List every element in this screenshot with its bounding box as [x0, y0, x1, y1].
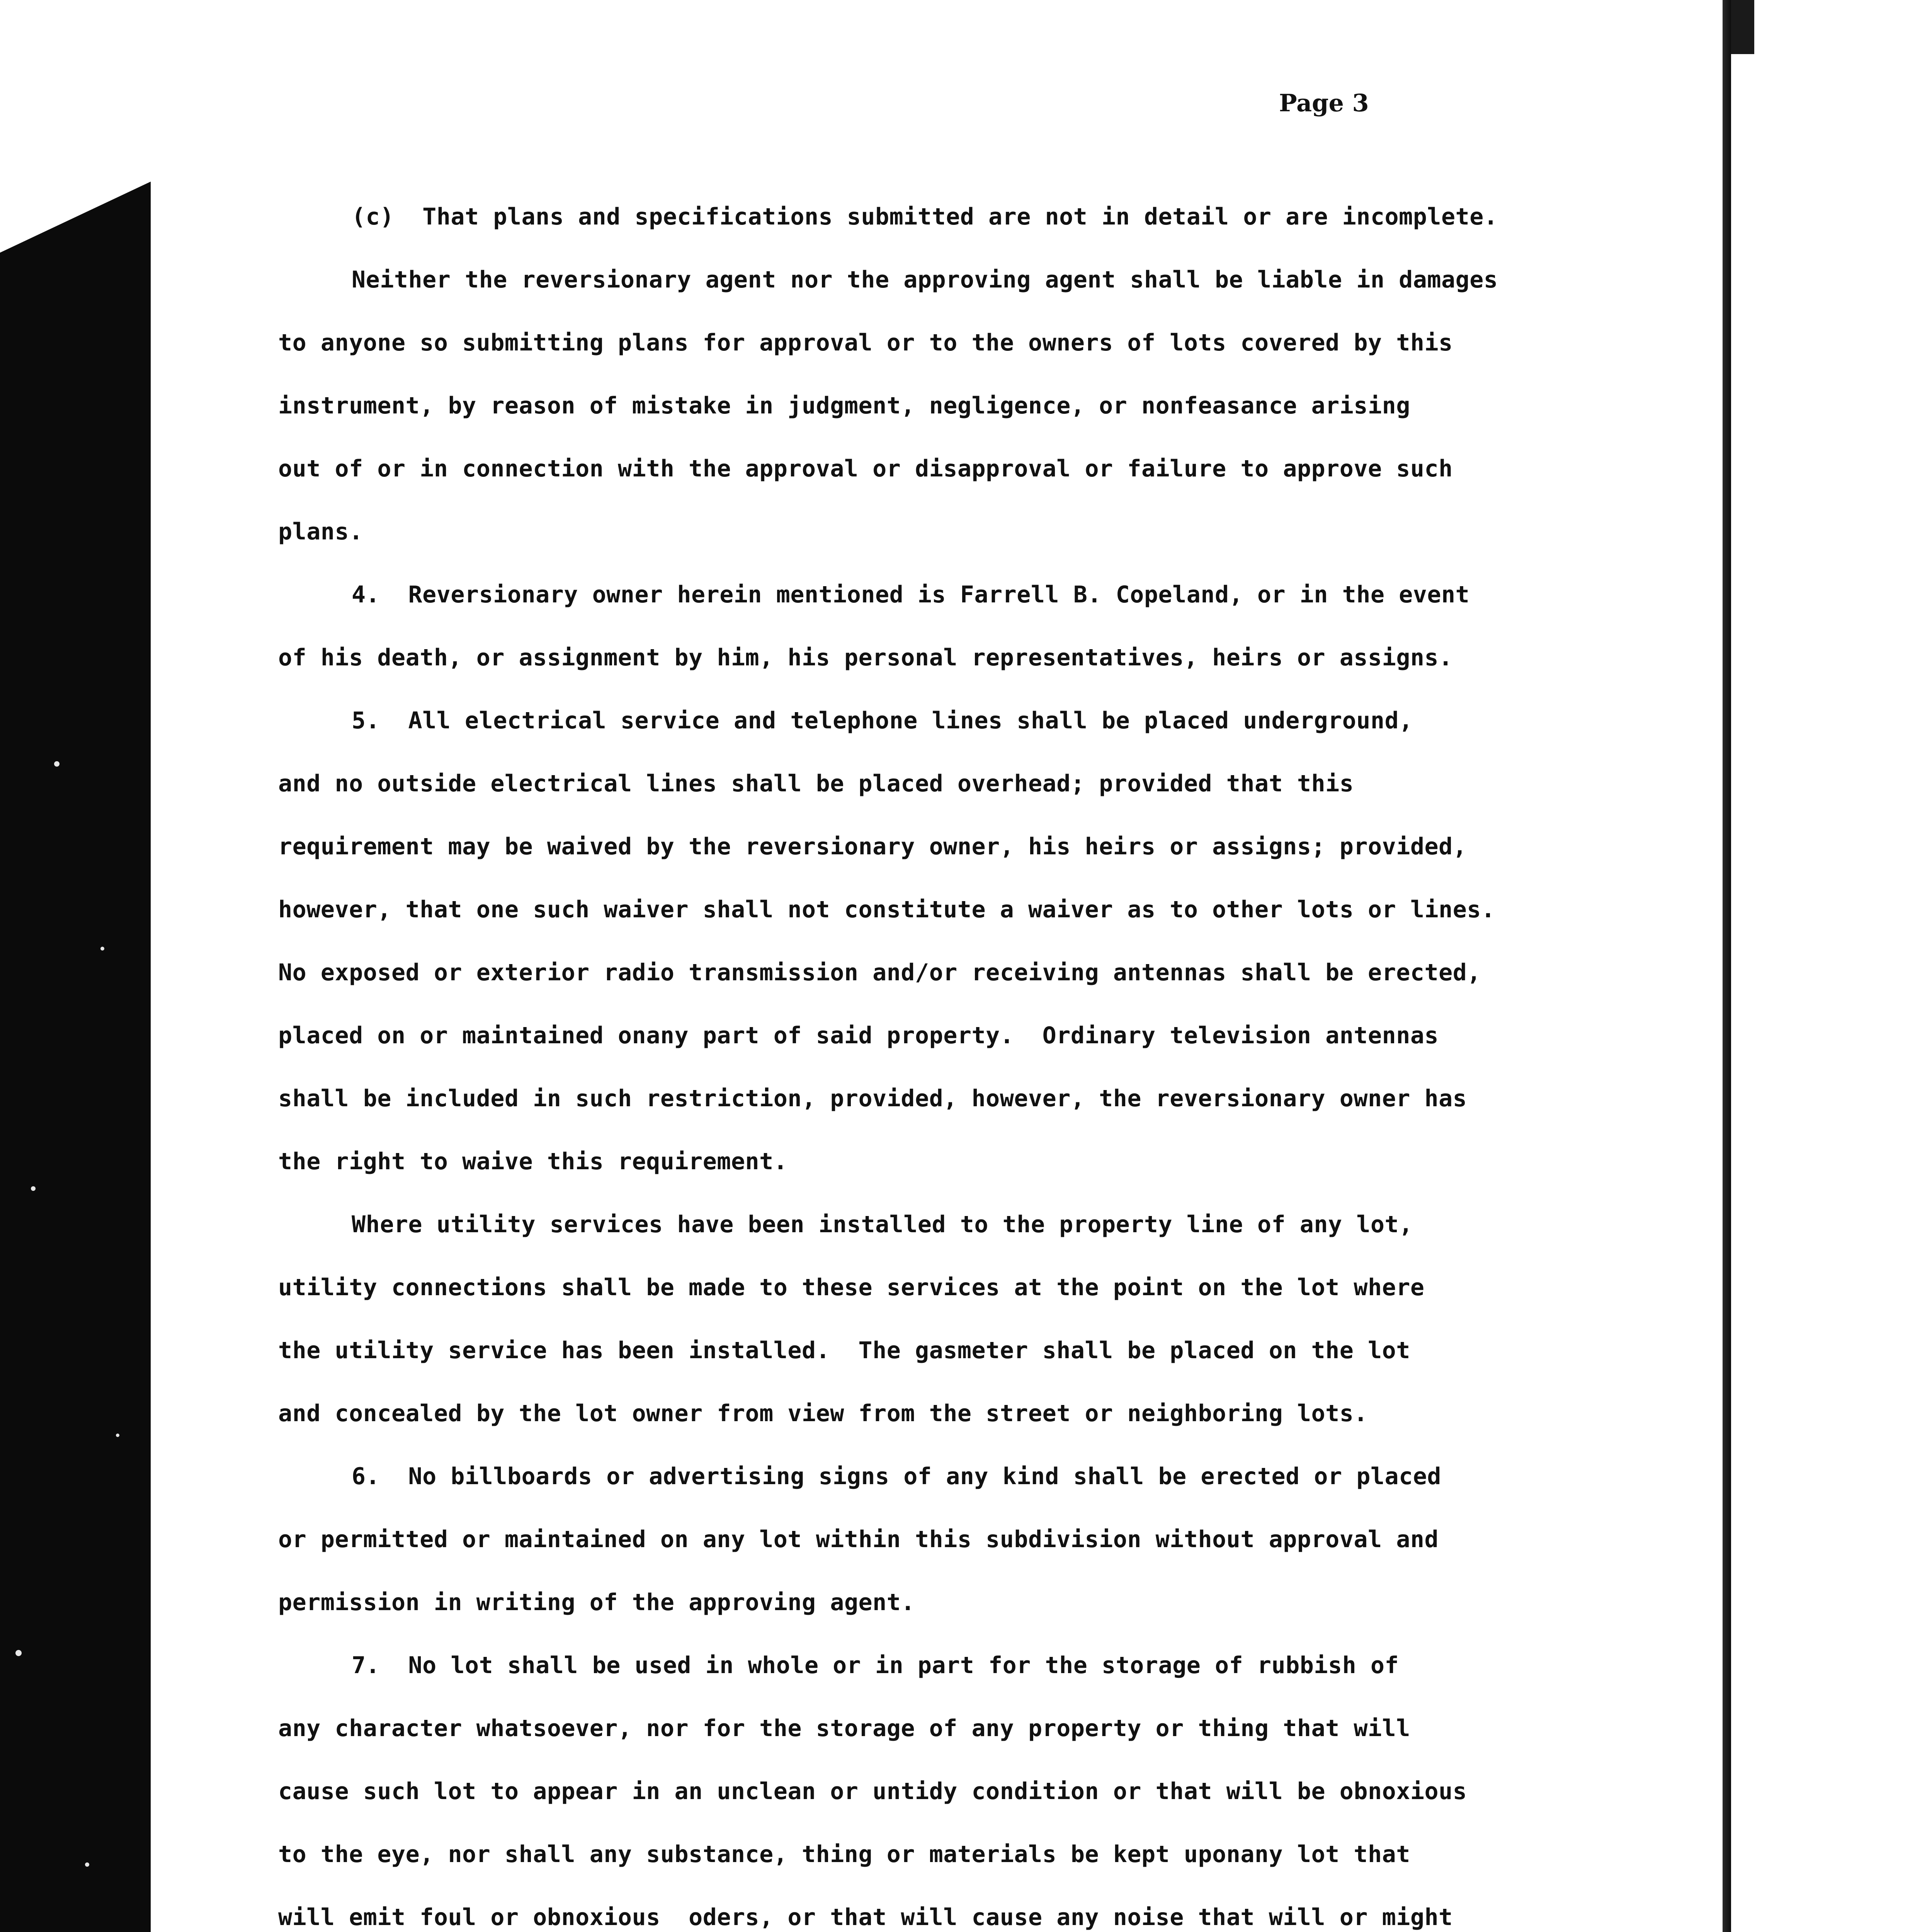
text-line: to anyone so submitting plans for approval or to the owners of lots covered by this	[278, 329, 1453, 356]
scan-right-top-shadow	[1731, 0, 1754, 54]
text-line: however, that one such waiver shall not constitute a waiver as to other lots or lines.	[278, 896, 1495, 923]
text-line: Where utility services have been installed to the property line of any lot,	[352, 1211, 1413, 1238]
text-line: the utility service has been installed. The gasmeter shall be placed on the lot	[278, 1337, 1410, 1364]
document-body	[278, 185, 1631, 1932]
text-line: of his death, or assignment by him, his personal representatives, heirs or assigns.	[278, 644, 1453, 671]
text-line: cause such lot to appear in an unclean or untidy condition or that will be obnoxious	[278, 1778, 1467, 1805]
text-line: 7. No lot shall be used in whole or in part for the storage of rubbish of	[352, 1652, 1399, 1679]
text-line: permission in writing of the approving agent.	[278, 1589, 915, 1616]
text-line: plans.	[278, 518, 363, 545]
text-line: requirement may be waived by the reversionary owner, his heirs or assigns; provided,	[278, 833, 1467, 860]
text-line: to the eye, nor shall any substance, thing or materials be kept uponany lot that	[278, 1841, 1410, 1868]
text-line: 4. Reversionary owner herein mentioned is Farrell B. Copeland, or in the event	[352, 581, 1470, 608]
scan-left-border	[0, 182, 151, 1932]
text-line: out of or in connection with the approval or disapproval or failure to approve such	[278, 455, 1453, 482]
page-number: Page 3	[1279, 89, 1369, 117]
text-line: the right to waive this requirement.	[278, 1148, 788, 1175]
text-line: Neither the reversionary agent nor the approving agent shall be liable in damages	[352, 266, 1498, 293]
text-line: 5. All electrical service and telephone lines shall be placed underground,	[352, 707, 1413, 734]
text-line: or permitted or maintained on any lot within this subdivision without approval and	[278, 1526, 1439, 1553]
text-line: 6. No billboards or advertising signs of any kind shall be erected or placed	[352, 1463, 1441, 1490]
text-line: No exposed or exterior radio transmission and/or receiving antennas shall be erected,	[278, 959, 1481, 986]
scan-right-border	[1723, 0, 1731, 1932]
text-line: and concealed by the lot owner from view from the street or neighboring lots.	[278, 1400, 1368, 1427]
text-line: (c) That plans and specifications submitted are not in detail or are incomplete.	[352, 203, 1498, 230]
text-line: will emit foul or obnoxious oders, or that will cause any noise that will or might	[278, 1904, 1453, 1931]
text-line: shall be included in such restriction, provided, however, the reversionary owner has	[278, 1085, 1467, 1112]
text-line: placed on or maintained onany part of said property. Ordinary television antennas	[278, 1022, 1439, 1049]
text-line: any character whatsoever, nor for the storage of any property or thing that will	[278, 1715, 1410, 1742]
text-line: instrument, by reason of mistake in judgment, negligence, or nonfeasance arising	[278, 392, 1410, 419]
text-line: utility connections shall be made to these services at the point on the lot where	[278, 1274, 1425, 1301]
text-line: and no outside electrical lines shall be placed overhead; provided that this	[278, 770, 1354, 797]
